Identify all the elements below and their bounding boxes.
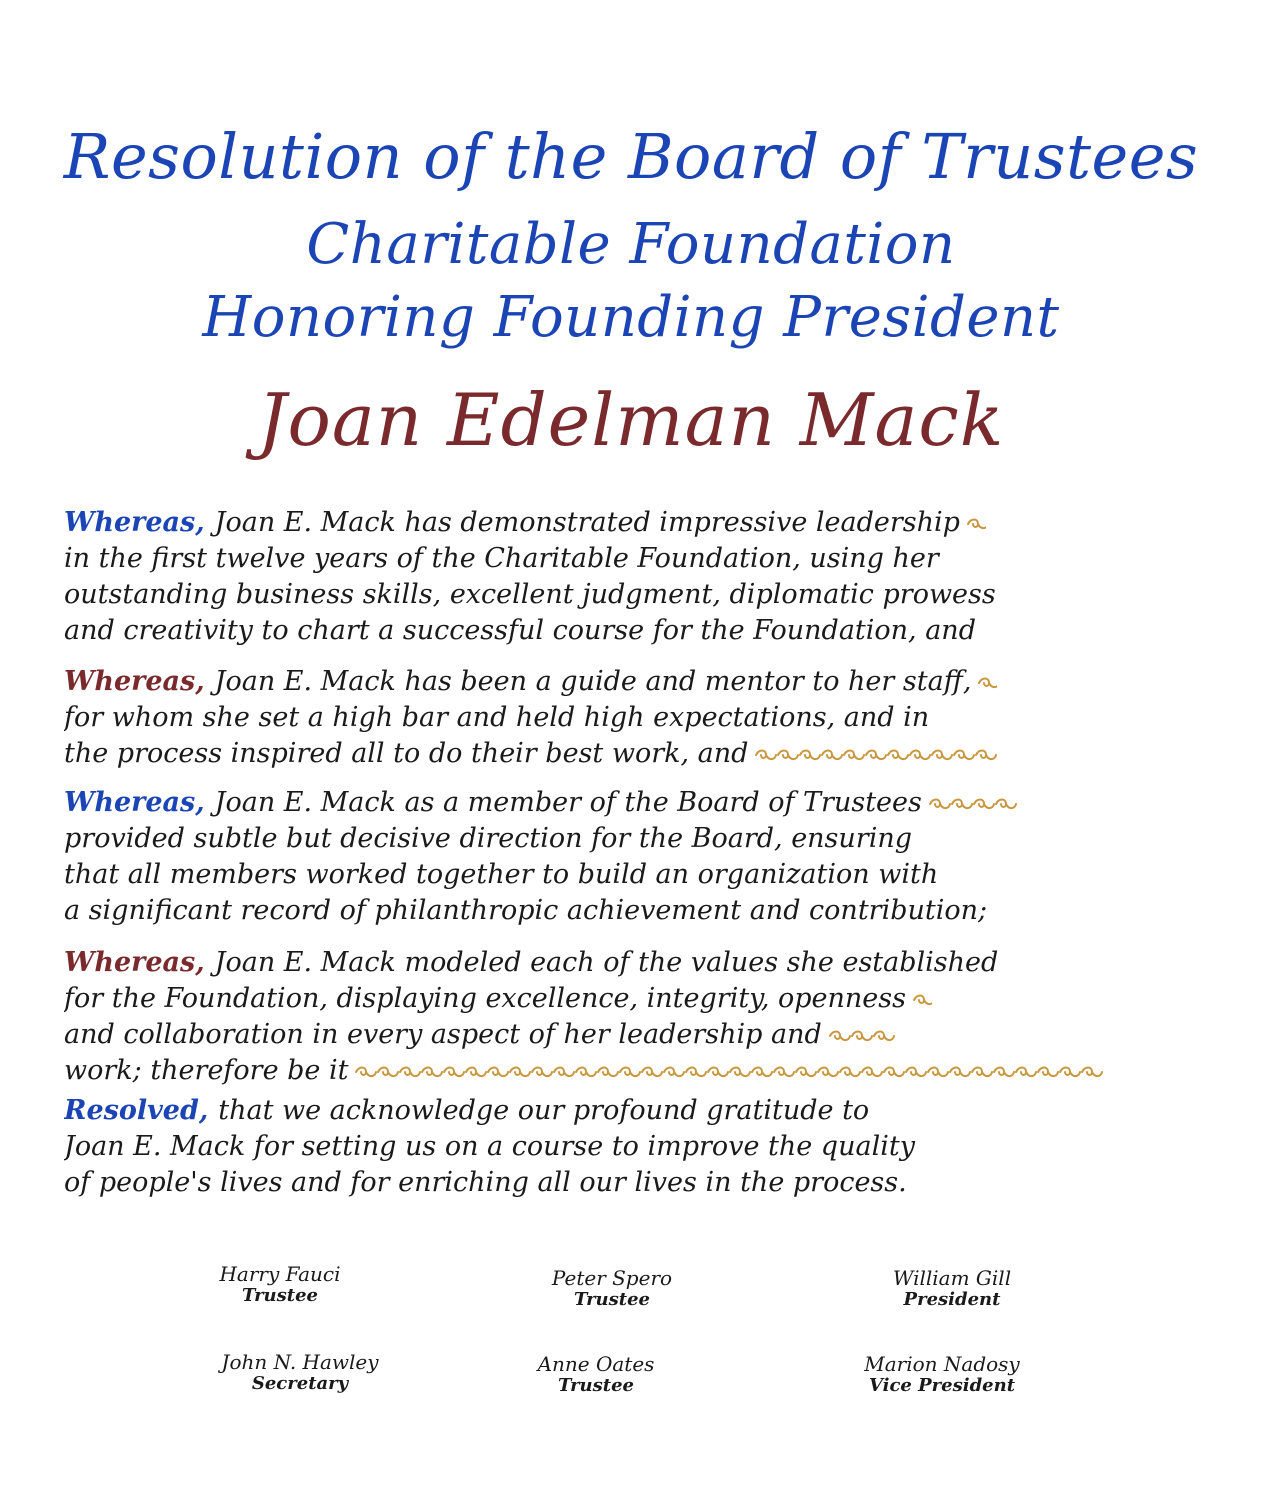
clause-1 <box>64 505 1174 649</box>
signature-title: Trustee <box>573 1289 650 1310</box>
gold-scroll-ornament <box>1082 1067 1102 1076</box>
gold-scroll-ornament <box>400 1067 420 1076</box>
gold-scroll-ornament <box>752 1067 772 1076</box>
signature-block <box>822 1266 1082 1310</box>
clause-2 <box>64 664 1174 772</box>
clause-text: and collaboration in every aspect of her leadership and <box>64 1019 822 1050</box>
signature-block <box>170 1350 430 1394</box>
signature-title: Trustee <box>241 1285 318 1306</box>
gold-scroll-ornament <box>730 1067 750 1076</box>
gold-scroll-ornament <box>642 1067 662 1076</box>
gold-scroll-ornament <box>444 1067 464 1076</box>
gold-scroll-ornament <box>974 799 994 808</box>
gold-scroll-ornament <box>1038 1067 1058 1076</box>
title-line-3: Honoring Founding President <box>202 285 1060 350</box>
clause-line <box>64 1017 1174 1053</box>
clause-text: Joan E. Mack as a member of the Board of Trustees <box>214 787 922 818</box>
clause-line: provided subtle but decisive direction for the Board, ensuring <box>64 823 913 854</box>
clause-line: that all members worked together to build an organization with <box>64 859 939 890</box>
gold-flourish <box>828 1029 898 1043</box>
clause-line: outstanding business skills, excellent judgment, diplomatic prowess <box>64 579 996 610</box>
clause-text: that we acknowledge our profound gratitude to <box>218 1095 870 1126</box>
clause-line <box>64 1053 1174 1089</box>
clause-text: the process inspired all to do their best work, and <box>64 738 749 769</box>
clause-text: for the Foundation, displaying excellence, integrity, openness <box>64 983 906 1014</box>
gold-scroll-ornament <box>774 1067 794 1076</box>
gold-scroll-ornament <box>466 1067 486 1076</box>
gold-scroll-ornament <box>994 1067 1014 1076</box>
gold-scroll-ornament <box>910 750 930 759</box>
clause-text: work; therefore be it <box>64 1055 349 1086</box>
clause-text: Joan E. Mack has demonstrated impressive leadership <box>214 507 960 538</box>
gold-scroll-ornament <box>1060 1067 1080 1076</box>
clause-line: for whom she set a high bar and held high expectations, and in <box>64 702 930 733</box>
signature-title: President <box>903 1289 1001 1310</box>
gold-scroll-ornament <box>852 1031 872 1040</box>
signature-block <box>150 1262 410 1306</box>
gold-scroll-ornament <box>979 678 997 687</box>
clause-lead: Whereas, <box>64 507 205 538</box>
gold-scroll-ornament <box>840 1067 860 1076</box>
signature-block <box>812 1352 1072 1396</box>
clause-text: Joan E. Mack modeled each of the values she established <box>214 947 999 978</box>
clause-line <box>64 505 1174 541</box>
gold-scroll-ornament <box>1016 1067 1036 1076</box>
clause-lead: Whereas, <box>64 666 205 697</box>
clause-line: in the first twelve years of the Charitable Foundation, using her <box>64 543 939 574</box>
gold-scroll-ornament <box>996 799 1016 808</box>
gold-scroll-ornament <box>874 1031 894 1040</box>
gold-scroll-ornament <box>928 1067 948 1076</box>
clause-lead: Whereas, <box>64 787 205 818</box>
gold-scroll-ornament <box>510 1067 530 1076</box>
gold-scroll-ornament <box>818 1067 838 1076</box>
gold-scroll-ornament <box>884 1067 904 1076</box>
gold-scroll-ornament <box>378 1067 398 1076</box>
gold-scroll-ornament <box>356 1067 376 1076</box>
clause-line <box>64 664 1174 700</box>
gold-scroll-ornament <box>862 1067 882 1076</box>
gold-scroll-ornament <box>620 1067 640 1076</box>
gold-scroll-ornament <box>800 750 820 759</box>
gold-scroll-ornament <box>532 1067 552 1076</box>
gold-scroll-ornament <box>968 519 986 528</box>
gold-scroll-ornament <box>598 1067 618 1076</box>
gold-scroll-ornament <box>422 1067 442 1076</box>
gold-scroll-ornament <box>844 750 864 759</box>
gold-scroll-ornament <box>952 799 972 808</box>
gold-scroll-ornament <box>822 750 842 759</box>
title-line-2: Charitable Foundation <box>306 212 956 277</box>
signature-name: William Gill <box>892 1266 1012 1290</box>
clause-4 <box>64 945 1174 1089</box>
gold-scroll-ornament <box>830 1031 850 1040</box>
gold-scroll-ornament <box>664 1067 684 1076</box>
signature-name: John N. Hawley <box>221 1350 379 1374</box>
gold-scroll-ornament <box>796 1067 816 1076</box>
signature-name: Marion Nadosy <box>864 1352 1020 1376</box>
clause-text: Joan E. Mack has been a guide and mentor to her staff, <box>214 666 972 697</box>
gold-flourish <box>977 676 997 690</box>
clause-line: of people's lives and for enriching all our lives in the process. <box>64 1167 907 1198</box>
title-line-1: Resolution of the Board of Trustees <box>63 120 1199 193</box>
gold-scroll-ornament <box>888 750 908 759</box>
clause-lead: Whereas, <box>64 947 205 978</box>
clause-resolved <box>64 1093 1174 1201</box>
clause-line <box>64 981 1174 1017</box>
signature-title: Trustee <box>557 1375 634 1396</box>
clause-line <box>64 945 1174 981</box>
gold-scroll-ornament <box>554 1067 574 1076</box>
gold-scroll-ornament <box>932 750 952 759</box>
clause-3 <box>64 785 1174 929</box>
gold-scroll-ornament <box>950 1067 970 1076</box>
gold-scroll-ornament <box>778 750 798 759</box>
gold-flourish-border <box>754 748 1004 762</box>
clause-line <box>64 785 1174 821</box>
gold-scroll-ornament <box>756 750 776 759</box>
gold-scroll-ornament <box>576 1067 596 1076</box>
signature-name: Harry Fauci <box>219 1262 341 1286</box>
signature-block <box>482 1266 742 1310</box>
gold-scroll-ornament <box>930 799 950 808</box>
gold-scroll-ornament <box>954 750 974 759</box>
clause-line <box>64 736 1174 772</box>
clause-line: a significant record of philanthropic achievement and contribution; <box>64 895 988 926</box>
clause-line: Joan E. Mack for setting us on a course to improve the quality <box>64 1131 915 1162</box>
signature-name: Peter Spero <box>551 1266 673 1290</box>
clause-line <box>64 1093 1174 1129</box>
gold-flourish-border <box>354 1065 1114 1079</box>
clause-line: and creativity to chart a successful course for the Foundation, and <box>64 615 976 646</box>
clause-lead: Resolved, <box>64 1095 209 1126</box>
gold-scroll-ornament <box>914 995 932 1004</box>
signature-block <box>466 1352 726 1396</box>
gold-flourish <box>966 517 986 531</box>
signature-title: Secretary <box>251 1373 349 1394</box>
gold-flourish <box>912 993 932 1007</box>
gold-scroll-ornament <box>708 1067 728 1076</box>
signature-title: Vice President <box>868 1375 1016 1396</box>
gold-scroll-ornament <box>866 750 886 759</box>
gold-scroll-ornament <box>976 750 996 759</box>
signature-name: Anne Oates <box>537 1352 655 1376</box>
gold-scroll-ornament <box>972 1067 992 1076</box>
honoree-name: Joan Edelman Mack <box>257 378 1005 462</box>
gold-scroll-ornament <box>686 1067 706 1076</box>
gold-scroll-ornament <box>488 1067 508 1076</box>
gold-scroll-ornament <box>906 1067 926 1076</box>
gold-flourish <box>928 797 1018 811</box>
